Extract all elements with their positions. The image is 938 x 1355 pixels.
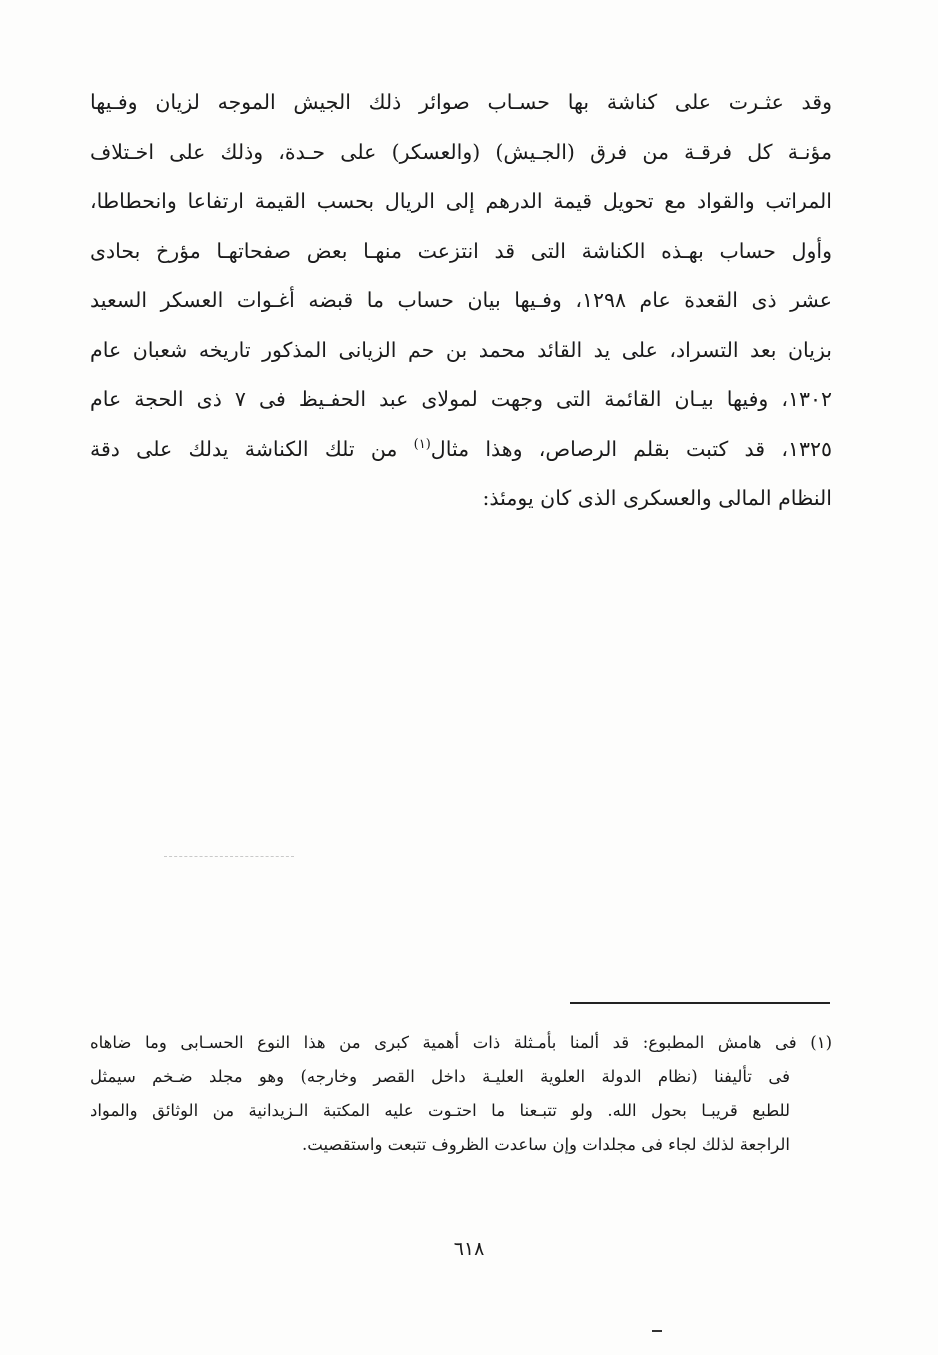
footnote-separator (570, 1002, 830, 1004)
footnote-reference[interactable]: (١) (413, 436, 431, 452)
main-text-line-4: وأول حساب بهـذه الكناشة التى قد انتزعت منهـا بعض صفحاتهـا مؤرخ بحادى (90, 238, 832, 263)
main-text-line-8-end: من تلك الكناشة يدلك على دقة (90, 436, 414, 461)
footnote-line-3: للطبع قريبـا بحول الله. ولو تتبـعنا ما احتـوت عليه المكتبة الـزيدانية من الوثائق والمواد (90, 1101, 790, 1120)
main-text-line-3: المراتب والقواد مع تحويل قيمة الدرهم إلى الريال بحسب القيمة ارتفاعا وانحطاطا، (90, 189, 832, 213)
scan-artifact-dash (164, 856, 294, 857)
footnote-line-1: (١) فى هامش المطبوع: قد ألمنا بأمـثلة ذات أهمية كبرى من هذا النوع الحسـابى وما ضاهاه (90, 1033, 832, 1052)
scan-artifact-mark (652, 1330, 662, 1332)
page-number: ٦١٨ (453, 1238, 485, 1260)
main-text-line-8-start: ١٣٢٥، قد كتبت بقلم الرصاص، وهذا مثال (430, 436, 832, 461)
main-text-line-7: ١٣٠٢، وفيها بيـان القائمة التى وجهت لمولاى عبد الحفـيظ فى ٧ ذى الحجة عام (90, 387, 832, 411)
main-text-line-5: عشر ذى القعدة عام ١٢٩٨، وفـيها بيان حساب ما قبضه أغـوات العسكر السعيد (90, 288, 832, 312)
main-text-line-2: مؤنـة كل فرقـة من فرق (الجـيش) (والعسكر) على حـدة، وذلك على اخـتلاف (90, 139, 832, 164)
main-text-line-8 (90, 425, 832, 475)
main-text-block (90, 78, 832, 524)
footnote-block (90, 1026, 832, 1162)
main-text-line-9: النظام المالى والعسكرى الذى كان يومئذ: (482, 486, 832, 510)
main-text-line-6: بزيان بعد التسراد، على يد القائد محمد بن حم الزيانى المذكور تاريخه شعبان عام (90, 337, 832, 362)
footnote-line-2: فى تأليفنا (نظام الدولة العلوية العليـة داخل القصر وخارجه) وهو مجلد ضـخم سيمثل (90, 1067, 790, 1086)
footnote-line-4: الراجعة لذلك لجاء فى مجلدات وإن ساعدت الظروف تتبعت واستقصيت. (302, 1135, 790, 1154)
main-text-line-1: وقد عثـرت على كناشة بها حسـاب صوائر ذلك الجيش الموجه لزيان وفـيها (90, 90, 832, 114)
